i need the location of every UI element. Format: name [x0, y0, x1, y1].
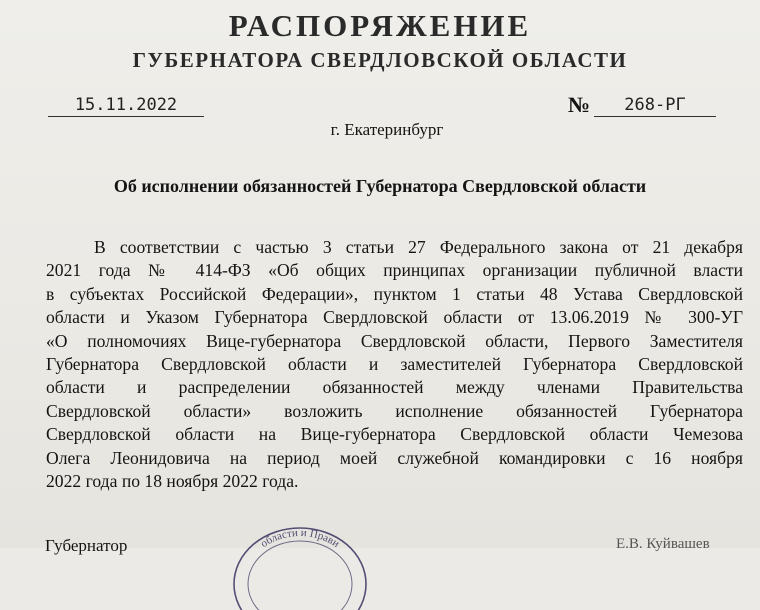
body-line: Губернатора Свердловской области и заместителей Губернатора Свердловской: [46, 353, 743, 374]
body-line: 2022 года по 18 ноября 2022 года.: [46, 470, 299, 491]
signer-title: Губернатор: [45, 536, 128, 555]
body-line: области и Указом Губернатора Свердловской области от 13.06.2019 № 300-УГ: [46, 307, 743, 328]
document-date: 15.11.2022: [48, 94, 204, 117]
document-number: 268-РГ: [594, 94, 716, 117]
signature-name: Е.В. Куйвашев: [616, 536, 710, 552]
document-subtitle: ГУБЕРНАТОРА СВЕРДЛОВСКОЙ ОБЛАСТИ: [132, 48, 628, 72]
number-label: №: [568, 92, 591, 117]
body-line: В соответствии с частью 3 статьи 27 Федерального закона от 21 декабря: [94, 237, 743, 257]
city-line: г. Екатеринбург: [330, 120, 444, 139]
body-line: Свердловской области» возложить исполнение обязанностей Губернатора: [46, 400, 743, 421]
body-line: Олега Леонидовича на период моей служебной командировки с 16 ноября: [46, 447, 743, 468]
document-subject: Об исполнении обязанностей Губернатора Свердловской области: [113, 176, 647, 196]
stamp-text: области и Прави: [258, 526, 342, 551]
svg-text:области и Прави: [259, 527, 342, 550]
official-stamp-icon: [228, 514, 368, 610]
body-line: Свердловской области на Вице-губернатора Свердловской области Чемезова: [46, 424, 743, 445]
document-body: [46, 236, 743, 493]
body-line: «О полномочиях Вице-губернатора Свердловской области, Первого Заместителя: [46, 330, 743, 351]
body-line: в субъектах Российской Федерации», пунктом 1 статьи 48 Устава Свердловской: [46, 283, 743, 304]
document-title: РАСПОРЯЖЕНИЕ: [228, 8, 532, 43]
body-line: 2021 года № 414-ФЗ «Об общих принципах организации публичной власти: [46, 260, 743, 281]
body-line: области и распределении обязанностей между членами Правительства: [46, 377, 743, 398]
